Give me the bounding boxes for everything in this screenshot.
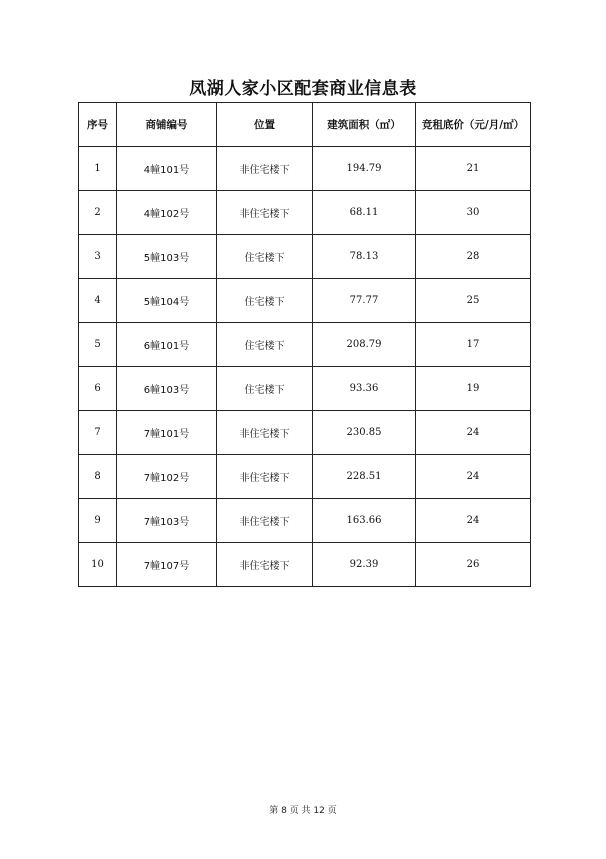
cell-index: 5: [79, 323, 117, 367]
cell-floor-area: 92.39: [313, 543, 416, 587]
header-floor-area: 建筑面积（㎡）: [313, 103, 416, 147]
cell-floor-area: 163.66: [313, 499, 416, 543]
header-index: 序号: [79, 103, 117, 147]
cell-shop-number: 5幢104号: [117, 279, 217, 323]
cell-shop-number: 6幢101号: [117, 323, 217, 367]
cell-floor-area: 194.79: [313, 147, 416, 191]
cell-reserve-rent: 24: [416, 455, 531, 499]
cell-floor-area: 230.85: [313, 411, 416, 455]
header-reserve-rent: 竞租底价（元/月/㎡）: [416, 103, 531, 147]
page-number-footer: 第 8 页 共 12 页: [269, 806, 337, 816]
cell-floor-area: 68.11: [313, 191, 416, 235]
cell-reserve-rent: 19: [416, 367, 531, 411]
cell-location: 非住宅楼下: [217, 411, 313, 455]
cell-location: 非住宅楼下: [217, 543, 313, 587]
cell-location: 住宅楼下: [217, 367, 313, 411]
header-location: 位置: [217, 103, 313, 147]
cell-shop-number: 5幢103号: [117, 235, 217, 279]
cell-index: 3: [79, 235, 117, 279]
table-row: [79, 235, 531, 279]
cell-shop-number: 7幢103号: [117, 499, 217, 543]
table-row: [79, 279, 531, 323]
cell-shop-number: 7幢101号: [117, 411, 217, 455]
table-row: [79, 191, 531, 235]
cell-location: 非住宅楼下: [217, 499, 313, 543]
table-row: [79, 367, 531, 411]
cell-location: 非住宅楼下: [217, 455, 313, 499]
cell-floor-area: 228.51: [313, 455, 416, 499]
cell-shop-number: 4幢102号: [117, 191, 217, 235]
cell-location: 住宅楼下: [217, 279, 313, 323]
page-title: 凤湖人家小区配套商业信息表: [189, 79, 417, 99]
header-shop-number: 商铺编号: [117, 103, 217, 147]
cell-floor-area: 208.79: [313, 323, 416, 367]
cell-reserve-rent: 17: [416, 323, 531, 367]
cell-location: 住宅楼下: [217, 235, 313, 279]
table-header-row: [79, 103, 531, 147]
cell-location: 住宅楼下: [217, 323, 313, 367]
cell-reserve-rent: 25: [416, 279, 531, 323]
cell-index: 1: [79, 147, 117, 191]
cell-floor-area: 93.36: [313, 367, 416, 411]
cell-reserve-rent: 26: [416, 543, 531, 587]
cell-index: 10: [79, 543, 117, 587]
cell-shop-number: 4幢101号: [117, 147, 217, 191]
table-row: [79, 455, 531, 499]
cell-reserve-rent: 24: [416, 411, 531, 455]
cell-reserve-rent: 21: [416, 147, 531, 191]
cell-reserve-rent: 30: [416, 191, 531, 235]
cell-index: 9: [79, 499, 117, 543]
cell-shop-number: 6幢103号: [117, 367, 217, 411]
cell-location: 非住宅楼下: [217, 147, 313, 191]
table-row: [79, 323, 531, 367]
cell-index: 4: [79, 279, 117, 323]
cell-shop-number: 7幢107号: [117, 543, 217, 587]
cell-index: 2: [79, 191, 117, 235]
cell-index: 8: [79, 455, 117, 499]
cell-reserve-rent: 28: [416, 235, 531, 279]
commercial-info-table: [78, 102, 531, 587]
cell-index: 6: [79, 367, 117, 411]
cell-reserve-rent: 24: [416, 499, 531, 543]
table-row: [79, 411, 531, 455]
cell-floor-area: 78.13: [313, 235, 416, 279]
cell-index: 7: [79, 411, 117, 455]
cell-location: 非住宅楼下: [217, 191, 313, 235]
table-row: [79, 543, 531, 587]
cell-shop-number: 7幢102号: [117, 455, 217, 499]
table-row: [79, 499, 531, 543]
table-row: [79, 147, 531, 191]
cell-floor-area: 77.77: [313, 279, 416, 323]
